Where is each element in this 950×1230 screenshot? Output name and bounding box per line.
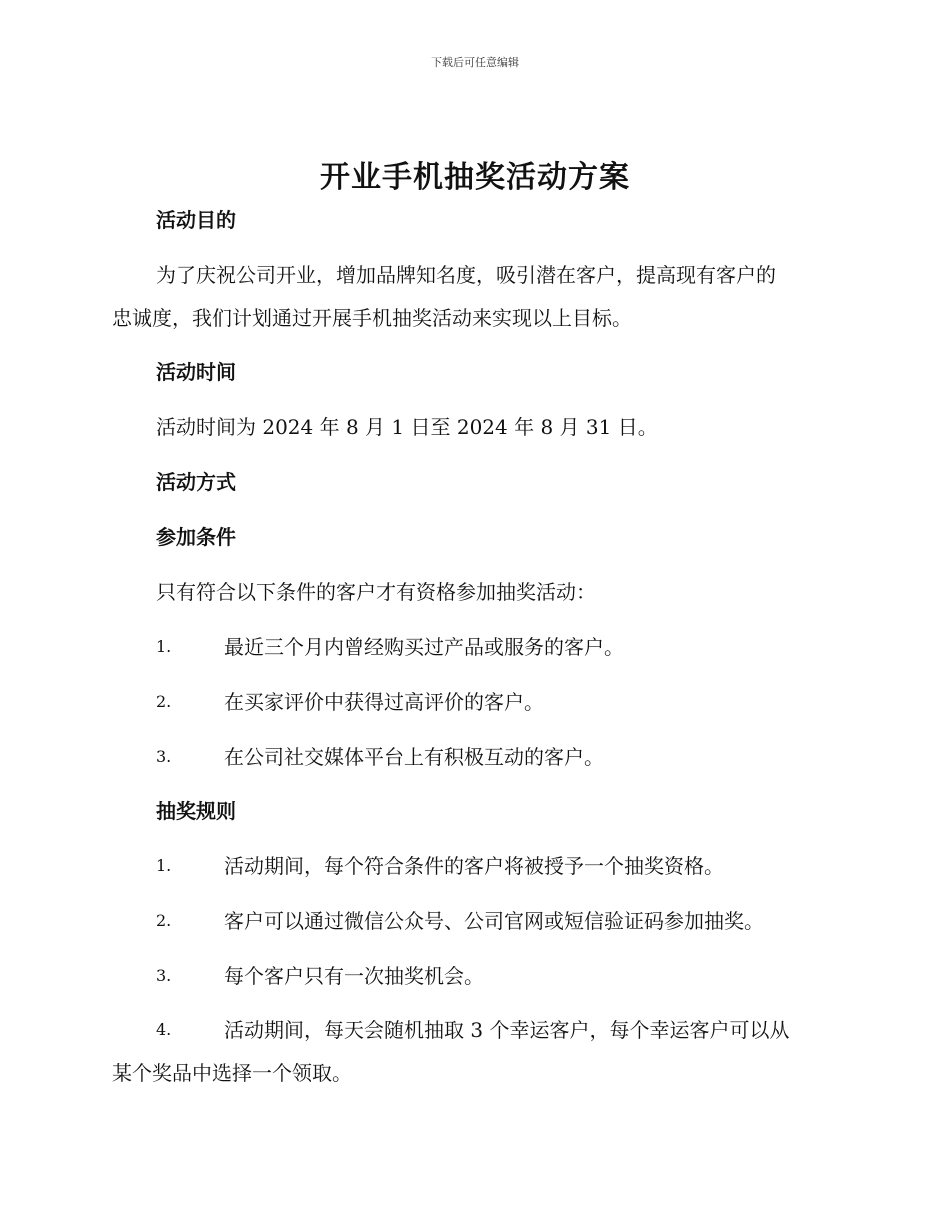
- document-title: 开业手机抽奖活动方案: [320, 160, 630, 195]
- list-item: 客户可以通过微信公众号、公司官网或短信验证码参加抽奖。: [224, 909, 764, 933]
- list-item-number: 1.: [156, 856, 172, 875]
- heading-purpose: 活动目的: [156, 208, 236, 232]
- purpose-paragraph-line2: 忠诚度，我们计划通过开展手机抽奖活动来实现以上目标。: [112, 306, 632, 330]
- list-item: 活动期间，每天会随机抽取 3 个幸运客户，每个幸运客户可以从: [224, 1018, 790, 1042]
- list-item-continuation: 某个奖品中选择一个领取。: [112, 1061, 352, 1085]
- list-item-number: 3.: [156, 747, 172, 766]
- list-item-number: 1.: [156, 637, 172, 656]
- list-item-number: 4.: [156, 1020, 172, 1039]
- header-note: 下载后可任意编辑: [431, 56, 519, 69]
- list-item-number: 3.: [156, 966, 172, 985]
- list-item: 在公司社交媒体平台上有积极互动的客户。: [224, 745, 604, 769]
- list-item: 最近三个月内曾经购买过产品或服务的客户。: [224, 635, 624, 659]
- heading-time: 活动时间: [156, 360, 236, 384]
- heading-rules: 抽奖规则: [156, 799, 236, 823]
- list-item: 每个客户只有一次抽奖机会。: [224, 964, 484, 988]
- list-item: 在买家评价中获得过高评价的客户。: [224, 690, 544, 714]
- list-item-number: 2.: [156, 692, 172, 711]
- list-item-number: 2.: [156, 911, 172, 930]
- conditions-intro: 只有符合以下条件的客户才有资格参加抽奖活动：: [156, 580, 596, 604]
- time-paragraph: 活动时间为 2024 年 8 月 1 日至 2024 年 8 月 31 日。: [156, 415, 658, 439]
- list-item: 活动期间，每个符合条件的客户将被授予一个抽奖资格。: [224, 854, 724, 878]
- purpose-paragraph-line1: 为了庆祝公司开业，增加品牌知名度，吸引潜在客户，提高现有客户的: [156, 263, 776, 287]
- heading-conditions: 参加条件: [156, 525, 236, 549]
- heading-method: 活动方式: [156, 470, 236, 494]
